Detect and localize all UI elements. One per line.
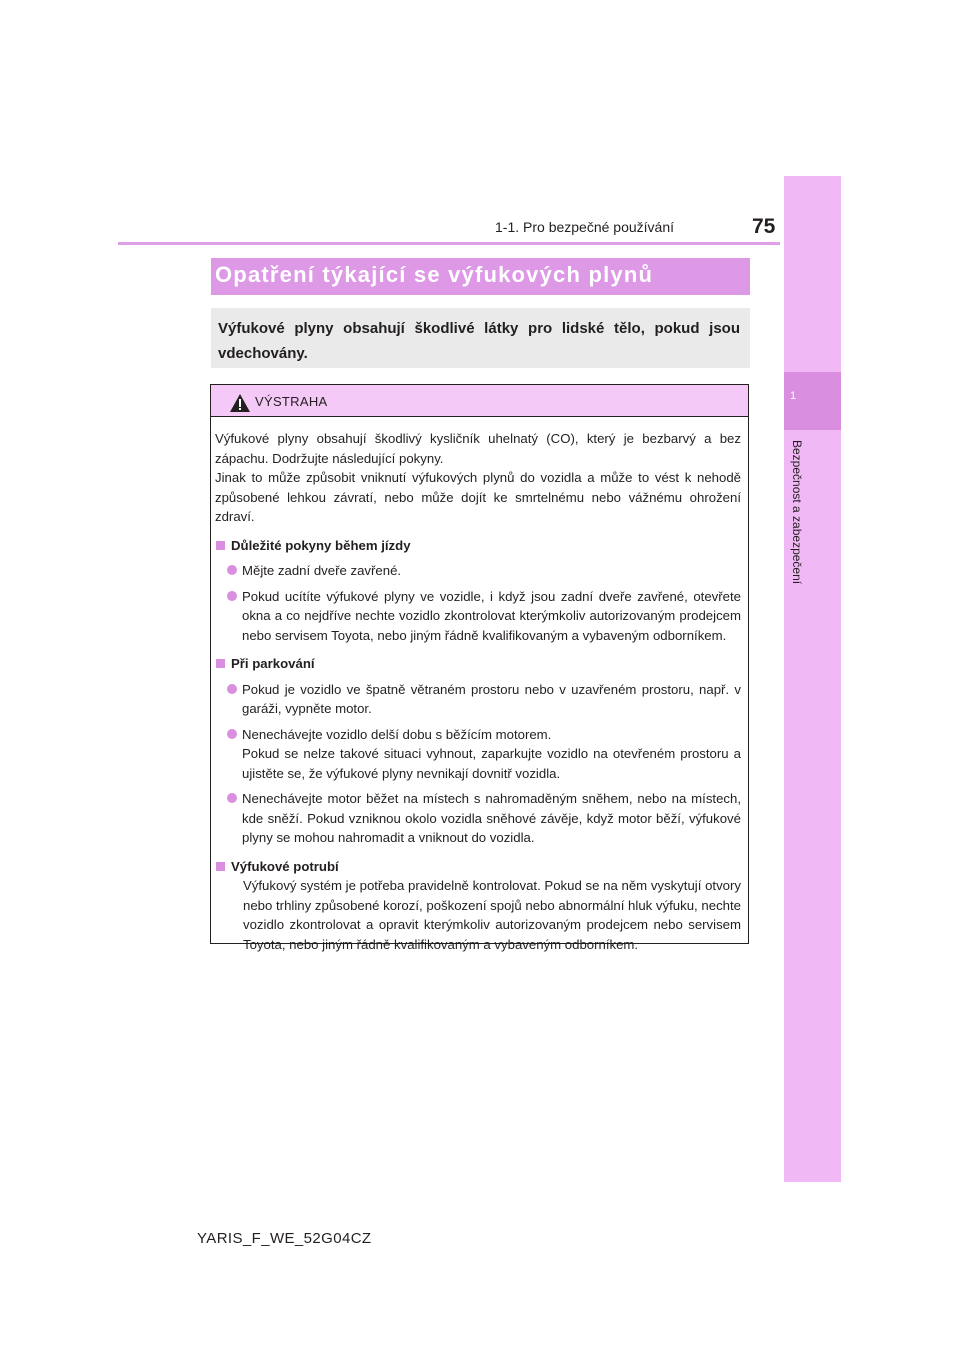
running-header-section: 1-1. Pro bezpečné používání xyxy=(495,219,675,235)
section-title: Opatření týkající se výfukových plynů xyxy=(215,262,654,287)
list-item xyxy=(215,561,741,581)
subsection-heading-text: Výfukové potrubí xyxy=(231,858,339,874)
subsection-heading xyxy=(215,536,741,556)
circle-bullet-icon xyxy=(227,729,237,739)
list-item-text: Nenechávejte motor běžet na místech s nahromaděným sněhem, nebo na místech, kde sněží. Pokud vzniknou okolo vozidla sněhové závěje, když motor běží, výfukové plyny se mohou nahromadit a vniknout do vozidla. xyxy=(242,791,741,845)
warning-box xyxy=(210,384,749,952)
document-code: YARIS_F_WE_52G04CZ xyxy=(197,1230,372,1247)
list-item xyxy=(215,680,741,719)
chapter-title: Bezpečnost a zabezpečení xyxy=(790,440,804,585)
subsection-heading xyxy=(215,857,741,877)
header-divider xyxy=(118,242,780,245)
list-item-text: Pokud ucítíte výfukové plyny ve vozidle, i když jsou zadní dveře zavřené, otevřete okna a co nejdříve nechte vozidlo zkontrolovat kterýmkoliv autorizovaným prodejcem nebo servisem Toyota, nebo jiným řádně kvalifikovaným a vybaveným odborníkem. xyxy=(242,588,741,643)
warning-body xyxy=(215,429,741,954)
chapter-number: 1 xyxy=(789,390,797,402)
list-item-text: Pokud je vozidlo ve špatně větraném prostoru nebo v uzavřeném prostoru, např. v garáži, vypněte motor. xyxy=(242,681,741,716)
list-item xyxy=(215,587,741,646)
intro-text: Výfukové plyny obsahují škodlivé látky pro lidské tělo, pokud jsou vdechovány. xyxy=(218,320,740,362)
list-item xyxy=(215,789,741,848)
list-item xyxy=(215,725,741,784)
square-bullet-icon xyxy=(216,541,225,550)
list-item-text: Nenechávejte vozidlo delší dobu s běžícím motorem. Pokud se nelze takové situaci vyhnout, zaparkujte vozidlo na otevřeném prostoru a ujistěte se, že výfukové plyny nevnikají dovnitř vozidla. xyxy=(242,726,741,781)
circle-bullet-icon xyxy=(227,565,237,575)
subsection-text: Výfukový systém je potřeba pravidelně kontrolovat. Pokud se na něm vyskytují otvory nebo trhliny způsobené korozí, poškození spojů nebo abnormální hluk výfuku, nechte vozidlo zkontrolovat a opravit kterýmkoliv autorizovaným prodejcem nebo servisem Toyota, nebo jiným řádně kvalifikovaným a vybaveným odborníkem. xyxy=(243,878,741,952)
subsection-heading-text: Při parkování xyxy=(231,656,315,671)
square-bullet-icon xyxy=(216,659,225,668)
warning-label: VÝSTRAHA xyxy=(255,394,328,409)
page-number: 75 xyxy=(752,215,776,238)
subsection-heading xyxy=(215,654,741,674)
warning-triangle-icon xyxy=(229,393,251,413)
circle-bullet-icon xyxy=(227,793,237,803)
circle-bullet-icon xyxy=(227,591,237,601)
warning-paragraph: Výfukové plyny obsahují škodlivý kysličník uhelnatý (CO), který je bezbarvý a bez zápachu. Dodržujte následující pokyny. xyxy=(215,431,741,466)
chapter-side-tab xyxy=(784,176,841,1182)
warning-header xyxy=(211,385,748,417)
list-item-text: Mějte zadní dveře zavřené. xyxy=(242,563,402,578)
warning-paragraph: Jinak to může způsobit vniknutí výfukových plynů do vozidla a může to vést k nehodě způsobené lehkou závratí, nebo může dojít ke smrtelnému nebo vážnému ohrožení zdraví. xyxy=(215,470,741,524)
subsection-heading-text: Důležité pokyny během jízdy xyxy=(231,537,411,553)
circle-bullet-icon xyxy=(227,684,237,694)
square-bullet-icon xyxy=(216,862,225,871)
